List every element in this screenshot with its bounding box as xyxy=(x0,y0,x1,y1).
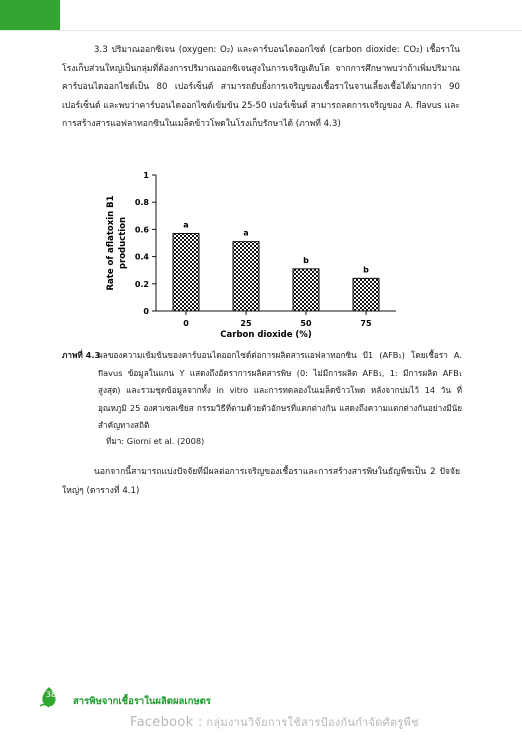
chart-bars xyxy=(173,233,379,311)
x-tick-label: 0 xyxy=(183,319,189,328)
bar-50 xyxy=(293,269,319,311)
watermark-text: กลุ่มงานวิจัยการใช้สารป้องกันกำจัดศัตรูพืช xyxy=(206,716,419,729)
y-tick-label: 0.8 xyxy=(134,198,149,208)
y-tick-label: 0.4 xyxy=(134,252,149,262)
facebook-watermark xyxy=(130,713,419,731)
y-tick-label: 0.2 xyxy=(134,279,149,289)
figure-source: ที่มา: Giorni et al. (2008) xyxy=(106,436,205,446)
footer-book-title: สารพิษจากเชื้อราในผลิตผลเกษตร xyxy=(73,696,211,707)
significance-letter: b xyxy=(363,265,369,275)
header-band xyxy=(0,0,522,31)
paragraph-oxygen-co2: 3.3 ปริมาณออกซิเจน (oxygen: O₂) และคาร์บอนไดออกไซด์ (carbon dioxide: CO₂) เชื้อราในโรงเก็บส่วนใหญ่เป็นกลุ่มที่ต้องการปริมาณออกซิเจนสูงในการเจริญเติบโต จากการศึกษาพบว่าถ้าเพิ่มปริมาณคาร์บอนไดออกไซด์เป็น 80 เปอร์เซ็นต์ สามารถยับยั้งการเจริญของเชื้อราในจานเลี้ยงเชื้อได้มากกว่า 90 เปอร์เซ็นต์ และพบว่าคาร์บอนไดออกไซด์เข้มข้น 25-50 เปอร์เซ็นต์ สามารถลดการเจริญของ A. flavus และการสร้างสารแอฟลาทอกซินในเมล็ดข้าวโพดในโรงเก็บรักษาได้ (ภาพที่ 4.3) xyxy=(62,45,460,130)
significance-letter: a xyxy=(183,220,189,230)
bar-75 xyxy=(353,278,379,311)
x-tick-label: 50 xyxy=(300,319,312,328)
page-number: 38 xyxy=(45,690,57,699)
y-tick-label: 0 xyxy=(143,307,149,316)
x-tick-label: 25 xyxy=(240,319,252,328)
x-tick-label: 75 xyxy=(360,319,372,328)
y-axis-label-line2: production xyxy=(118,216,128,270)
y-tick-label: 1 xyxy=(143,171,149,180)
paragraph-factors: นอกจากนี้สามารถแบ่งปัจจัยที่มีผลต่อการเจริญของเชื้อราและการสร้างสารพิษในธัญพืชเป็น 2 ปัจจัยใหญ่ๆ (ตารางที่ 4.1) xyxy=(62,467,460,496)
top-header-band xyxy=(0,0,522,36)
y-tick-label: 0.6 xyxy=(134,225,149,235)
significance-letter: a xyxy=(243,228,249,238)
figure-label: ภาพที่ 4.3 xyxy=(62,350,101,360)
x-axis-label: Carbon dioxide (%) xyxy=(220,330,312,340)
bar-25 xyxy=(233,242,259,311)
y-axis-label: Rate of aflatoxin B1 xyxy=(106,195,116,291)
watermark-brand: Facebook : xyxy=(130,715,203,730)
figure-caption-text: ผลของความเข้มข้นของคาร์บอนไดออกไซด์ต่อการผลิตสารแอฟลาทอกซิน บี1 (AFB₁) โดยเชื้อรา A. flavus ข้อมูลในแกน Y แสดงถึงอัตราการผลิตสารพิษ (0: ไม่มีการผลิต AFB₁, 1: มีการผลิต AFB₁ สูงสุด) และรวมชุดข้อมูลจากทั้ง in vitro และการทดลองในเมล็ดข้าวโพด หลังจากบ่มไว้ 14 วัน ที่อุณหภูมิ 25 องศาเซลเซียส กรรมวิธีที่ตามด้วยตัวอักษรที่แตกต่างกัน แสดงถึงความแตกต่างกันอย่างมีนัยสำคัญทางสถิติ xyxy=(98,350,462,430)
bar-0 xyxy=(173,233,199,311)
significance-letter: b xyxy=(303,255,309,265)
header-green-block xyxy=(0,0,60,30)
aflatoxin-bar-chart xyxy=(96,163,406,345)
